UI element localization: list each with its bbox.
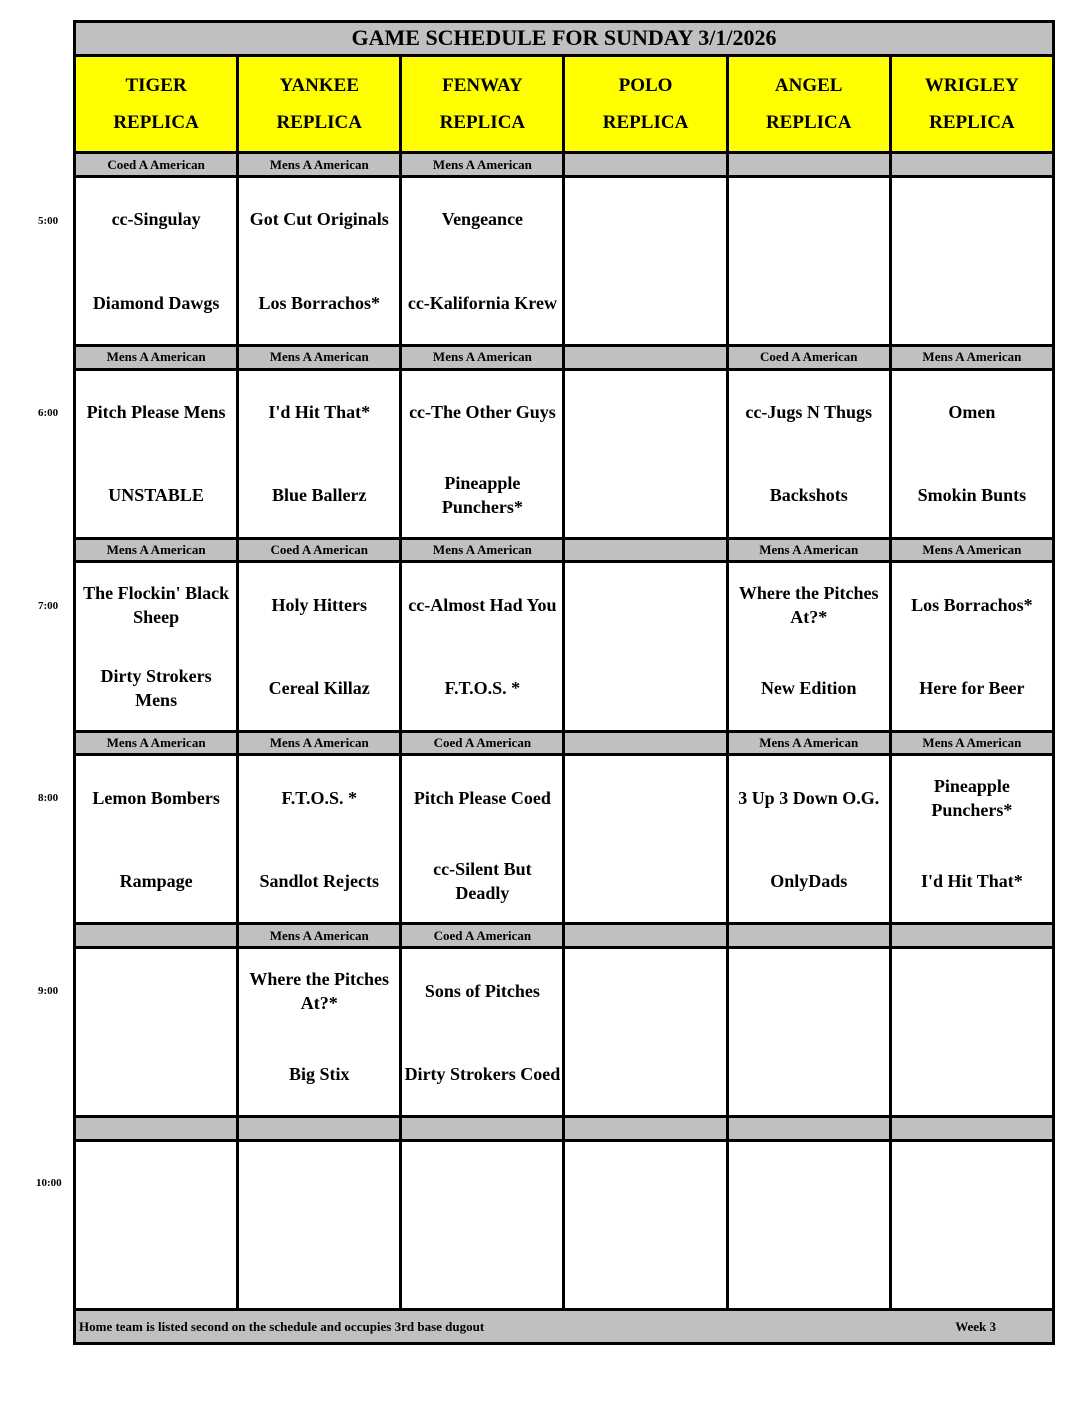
game-cell [564,176,727,345]
game-cell [238,562,401,731]
home-team [565,1032,725,1115]
home-team [565,839,725,922]
away-team [892,1142,1052,1225]
division-label: Mens A American [401,346,564,370]
game-cell [890,369,1053,538]
home-team: cc-Silent But Deadly [433,858,532,903]
division-label [564,924,727,948]
home-team: F.T.O.S. * [444,678,521,699]
game-row [75,1140,1054,1309]
home-team: Rampage [119,870,193,891]
division-label: Coed A American [401,924,564,948]
game-cell [727,948,890,1117]
division-label: Coed A American [401,731,564,755]
game-cell [564,1140,727,1309]
game-cell [727,755,890,924]
page-title: GAME SCHEDULE FOR SUNDAY 3/1/2026 [75,22,1054,56]
home-team: Dirty Strokers Mens [100,666,212,711]
home-team: Big Stix [288,1063,350,1084]
away-team [565,563,725,646]
game-row [75,755,1054,924]
away-team: Pitch Please Coed [413,787,551,808]
game-row [75,176,1054,345]
division-row [75,731,1054,755]
home-team [892,1032,1052,1115]
away-team [729,1142,889,1225]
division-label: Mens A American [238,731,401,755]
game-cell [75,1140,238,1309]
game-cell [75,755,238,924]
division-label: Mens A American [890,346,1053,370]
home-team [565,1225,725,1308]
game-cell [238,1140,401,1309]
division-label [564,346,727,370]
game-cell [75,369,238,538]
division-label [401,1117,564,1141]
away-team [76,1142,236,1225]
away-team [565,756,725,839]
away-team: Lemon Bombers [92,787,220,808]
away-team: The Flockin' Black Sheep [83,582,230,627]
game-cell [238,948,401,1117]
home-team: Cereal Killaz [268,678,370,699]
home-team: cc-Kalifornia Krew [407,292,557,313]
away-team: Vengeance [441,209,524,230]
division-label: Mens A American [238,924,401,948]
field-header-yankee: YANKEE REPLICA [238,55,401,152]
home-team [76,1225,236,1308]
away-team: Where the Pitches At?* [249,968,390,1013]
away-team [565,371,725,454]
home-team [565,454,725,537]
game-cell [401,562,564,731]
division-row [75,346,1054,370]
schedule-table [73,20,1055,1345]
away-team: Where the Pitches At?* [738,582,879,627]
division-label: Coed A American [238,538,401,562]
footer-row [75,1310,1054,1344]
game-cell [890,755,1053,924]
field-header-wrigley: WRIGLEY REPLICA [890,55,1053,152]
home-team [729,1032,889,1115]
division-label: Mens A American [401,153,564,177]
away-team: F.T.O.S. * [281,787,357,808]
away-team: cc-Jugs N Thugs [745,402,873,423]
away-team: Holy Hitters [271,594,367,615]
game-cell [75,948,238,1117]
week-label: Week 3 [955,1318,996,1334]
game-cell [401,948,564,1117]
game-cell [75,176,238,345]
away-team [565,178,725,261]
field-header-row [75,55,1054,152]
away-team [565,1142,725,1225]
division-label: Mens A American [75,731,238,755]
footer [75,1310,1054,1344]
time-label-5: 5:00 [38,215,59,227]
division-label [890,1117,1053,1141]
division-row [75,1117,1054,1141]
field-header-polo: POLO REPLICA [564,55,727,152]
game-cell [564,369,727,538]
away-team [729,178,889,261]
away-team [729,949,889,1032]
division-row [75,153,1054,177]
game-cell [564,755,727,924]
time-label-10: 10:00 [36,1177,62,1189]
home-team [892,261,1052,344]
game-cell [564,562,727,731]
division-label [238,1117,401,1141]
game-cell [890,1140,1053,1309]
home-team [729,261,889,344]
division-label [564,731,727,755]
away-team [892,949,1052,1032]
game-cell [401,1140,564,1309]
game-row [75,948,1054,1117]
game-cell [564,948,727,1117]
away-team [565,949,725,1032]
game-cell [727,369,890,538]
away-team: Got Cut Originals [249,209,389,230]
home-team: Diamond Dawgs [92,292,220,313]
division-label: Mens A American [890,731,1053,755]
game-cell [727,1140,890,1309]
home-team: Here for Beer [919,678,1025,699]
game-cell [890,562,1053,731]
away-team: 3 Up 3 Down O.G. [738,787,880,808]
home-team [892,1225,1052,1308]
game-row [75,562,1054,731]
time-label-8: 8:00 [38,792,59,804]
division-label: Coed A American [727,346,890,370]
division-label [564,538,727,562]
away-team: cc-Almost Had You [408,594,557,615]
game-cell [727,176,890,345]
home-team [239,1225,399,1308]
game-cell [238,755,401,924]
time-label-7: 7:00 [38,600,59,612]
home-team: Blue Ballerz [271,485,367,506]
home-team: New Edition [760,678,857,699]
home-team [565,261,725,344]
home-team: Los Borrachos* [258,292,380,313]
away-team: Pineapple Punchers* [931,775,1013,820]
division-label: Mens A American [75,538,238,562]
away-team: Omen [948,402,996,423]
footer-note: Home team is listed second on the schedule and occupies 3rd base dugout [79,1318,485,1334]
home-team: UNSTABLE [108,485,204,506]
game-cell [238,369,401,538]
division-label [75,1117,238,1141]
division-label [564,153,727,177]
home-team: Backshots [769,485,848,506]
away-team [76,949,236,1032]
away-team: cc-Singulay [111,209,201,230]
away-team: Sons of Pitches [424,980,540,1001]
time-label-9: 9:00 [38,985,59,997]
division-label: Mens A American [890,538,1053,562]
division-row [75,924,1054,948]
home-team [729,1225,889,1308]
division-label: Coed A American [75,153,238,177]
home-team [76,1032,236,1115]
game-cell [401,176,564,345]
division-label [727,924,890,948]
division-label [727,1117,890,1141]
away-team [892,178,1052,261]
division-label [75,924,238,948]
home-team: Pineapple Punchers* [441,473,523,518]
home-team [402,1225,562,1308]
away-team [239,1142,399,1225]
game-cell [75,562,238,731]
division-label [890,153,1053,177]
division-label [564,1117,727,1141]
away-team: I'd Hit That* [268,402,371,423]
away-team: Los Borrachos* [911,594,1033,615]
division-label [890,924,1053,948]
game-cell [890,176,1053,345]
home-team [565,647,725,730]
division-label [727,153,890,177]
division-label: Mens A American [75,346,238,370]
away-team: cc-The Other Guys [409,402,556,423]
home-team: Dirty Strokers Coed [404,1063,561,1084]
division-label: Mens A American [238,346,401,370]
division-label: Mens A American [238,153,401,177]
division-label: Mens A American [727,731,890,755]
home-team: Smokin Bunts [917,485,1027,506]
game-row [75,369,1054,538]
division-label: Mens A American [401,538,564,562]
game-cell [238,176,401,345]
home-team: OnlyDads [770,870,848,891]
time-label-6: 6:00 [38,407,59,419]
away-team: Pitch Please Mens [86,402,226,423]
field-header-fenway: FENWAY REPLICA [401,55,564,152]
division-row [75,538,1054,562]
home-team: I'd Hit That* [921,870,1023,891]
game-cell [727,562,890,731]
home-team: Sandlot Rejects [259,870,379,891]
field-header-angel: ANGEL REPLICA [727,55,890,152]
field-header-tiger: TIGER REPLICA [75,55,238,152]
game-cell [890,948,1053,1117]
away-team [402,1142,562,1225]
game-cell [401,755,564,924]
game-cell [401,369,564,538]
division-label: Mens A American [727,538,890,562]
